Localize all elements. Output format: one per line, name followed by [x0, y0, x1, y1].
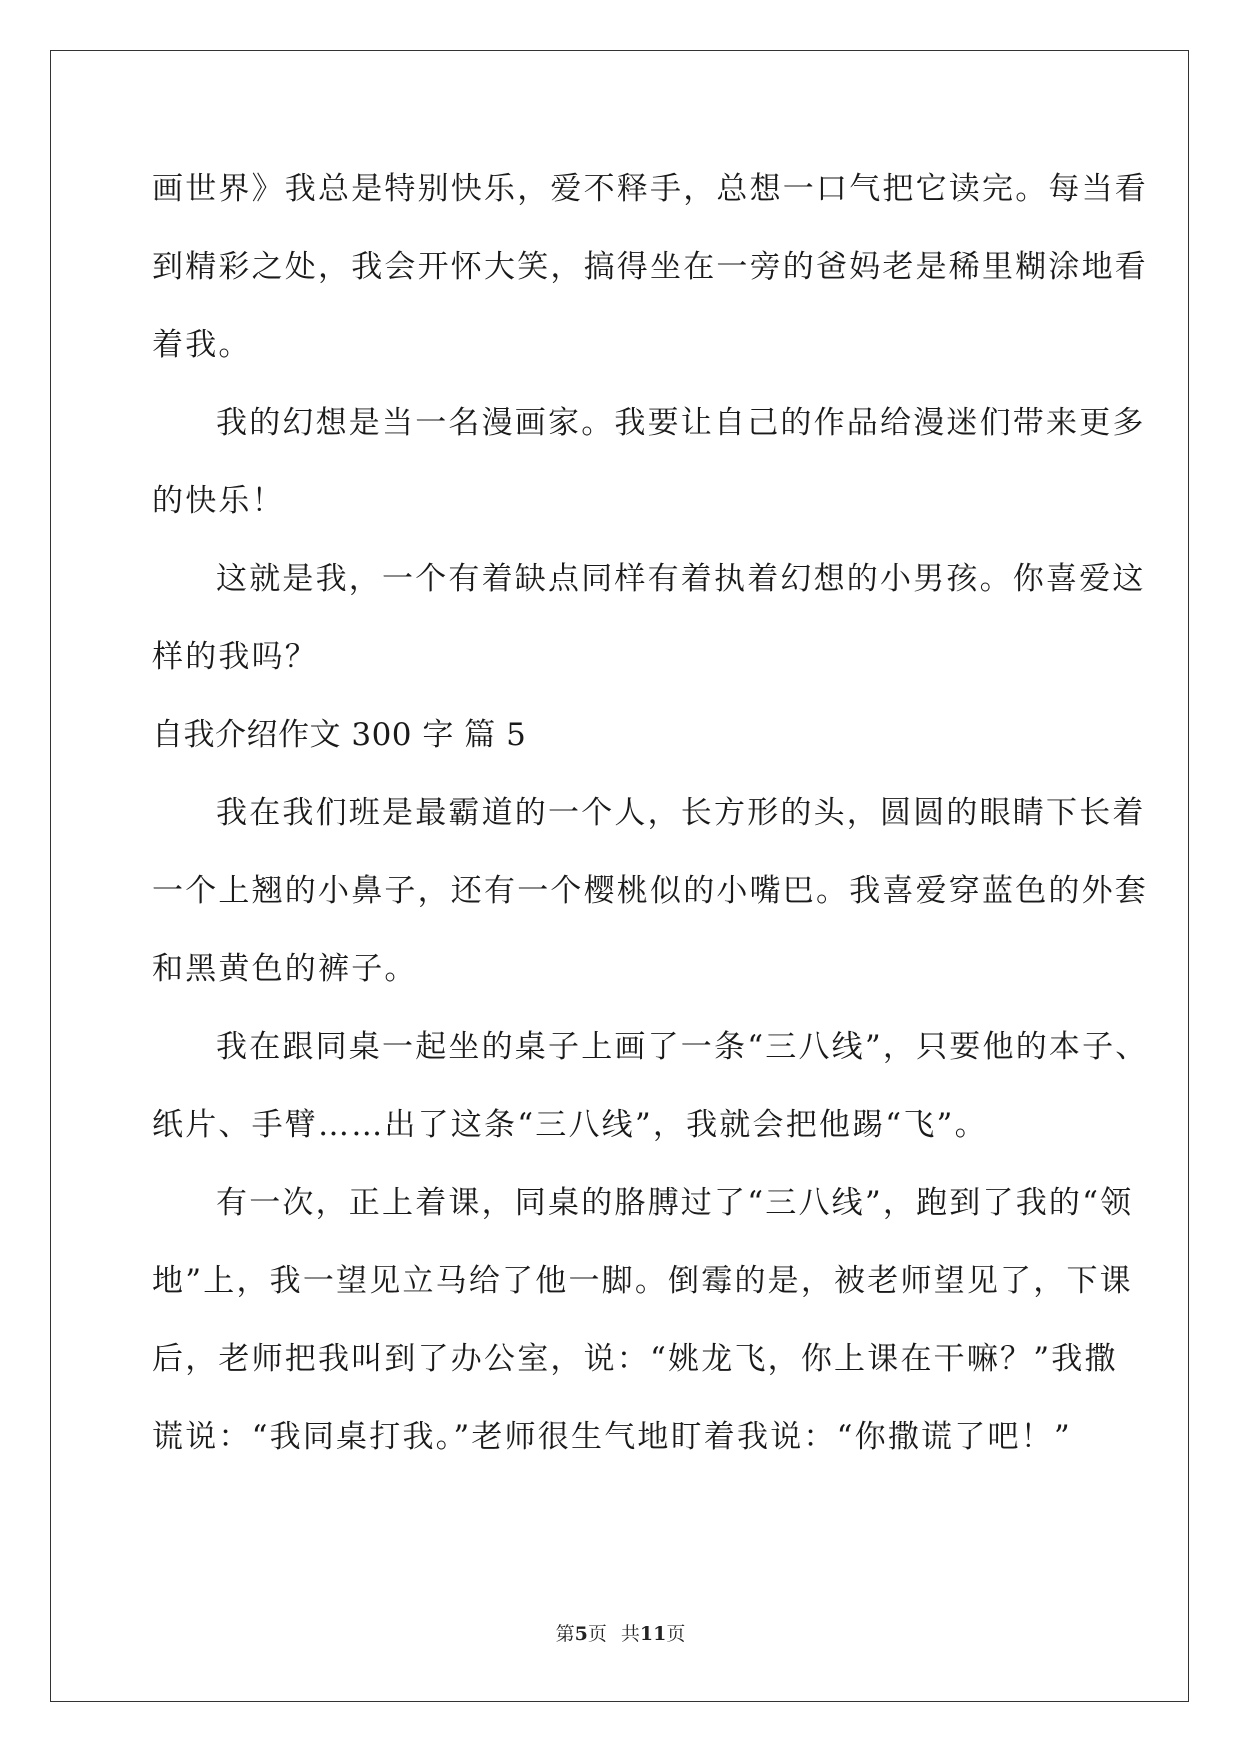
text-line: 和黑黄色的裤子。 [152, 951, 418, 987]
text-line: 地”上，我一望见立马给了他一脚。倒霉的是，被老师望见了，下课 [152, 1263, 1133, 1299]
total-prefix: 共 [620, 1623, 640, 1645]
text-line: 后，老师把我叫到了办公室，说：“姚龙飞，你上课在干嘛？”我撒 [152, 1341, 1118, 1377]
page-number: 5 [574, 1623, 588, 1645]
text-line: 有一次，正上着课，同桌的胳膊过了“三八线”，跑到了我的“领 [216, 1185, 1134, 1221]
text-line: 一个上翘的小鼻子，还有一个樱桃似的小嘴巴。我喜爱穿蓝色的外套 [152, 873, 1148, 909]
text-line: 我在我们班是最霸道的一个人，长方形的头，圆圆的眼睛下长着 [216, 795, 1146, 831]
text-line: 这就是我，一个有着缺点同样有着执着幻想的小男孩。你喜爱这 [216, 561, 1146, 597]
text-line: 我在跟同桌一起坐的桌子上画了一条“三八线”，只要他的本子、 [216, 1029, 1149, 1065]
text-line: 谎说：“我同桌打我。”老师很生气地盯着我说：“你撒谎了吧！” [152, 1419, 1072, 1455]
text-line: 着我。 [152, 327, 252, 363]
total-pages: 11 [639, 1623, 667, 1645]
page-suffix: 页 [587, 1623, 607, 1645]
text-line: 我的幻想是当一名漫画家。我要让自己的作品给漫迷们带来更多 [216, 405, 1146, 441]
page-prefix: 第 [555, 1623, 575, 1645]
text-line: 纸片、手臂……出了这条“三八线”，我就会把他踢“飞”。 [152, 1107, 988, 1143]
page-footer [0, 1622, 1241, 1646]
text-line: 到精彩之处，我会开怀大笑，搞得坐在一旁的爸妈老是稀里糊涂地看 [152, 249, 1148, 285]
text-line: 样的我吗？ [152, 639, 318, 675]
document-body [152, 150, 1149, 1476]
text-line: 的快乐！ [152, 483, 285, 519]
total-suffix: 页 [666, 1623, 686, 1645]
text-line: 画世界》我总是特别快乐，爱不释手，总想一口气把它读完。每当看 [152, 171, 1148, 207]
section-heading: 自我介绍作文 300 字 篇 5 [152, 717, 527, 753]
